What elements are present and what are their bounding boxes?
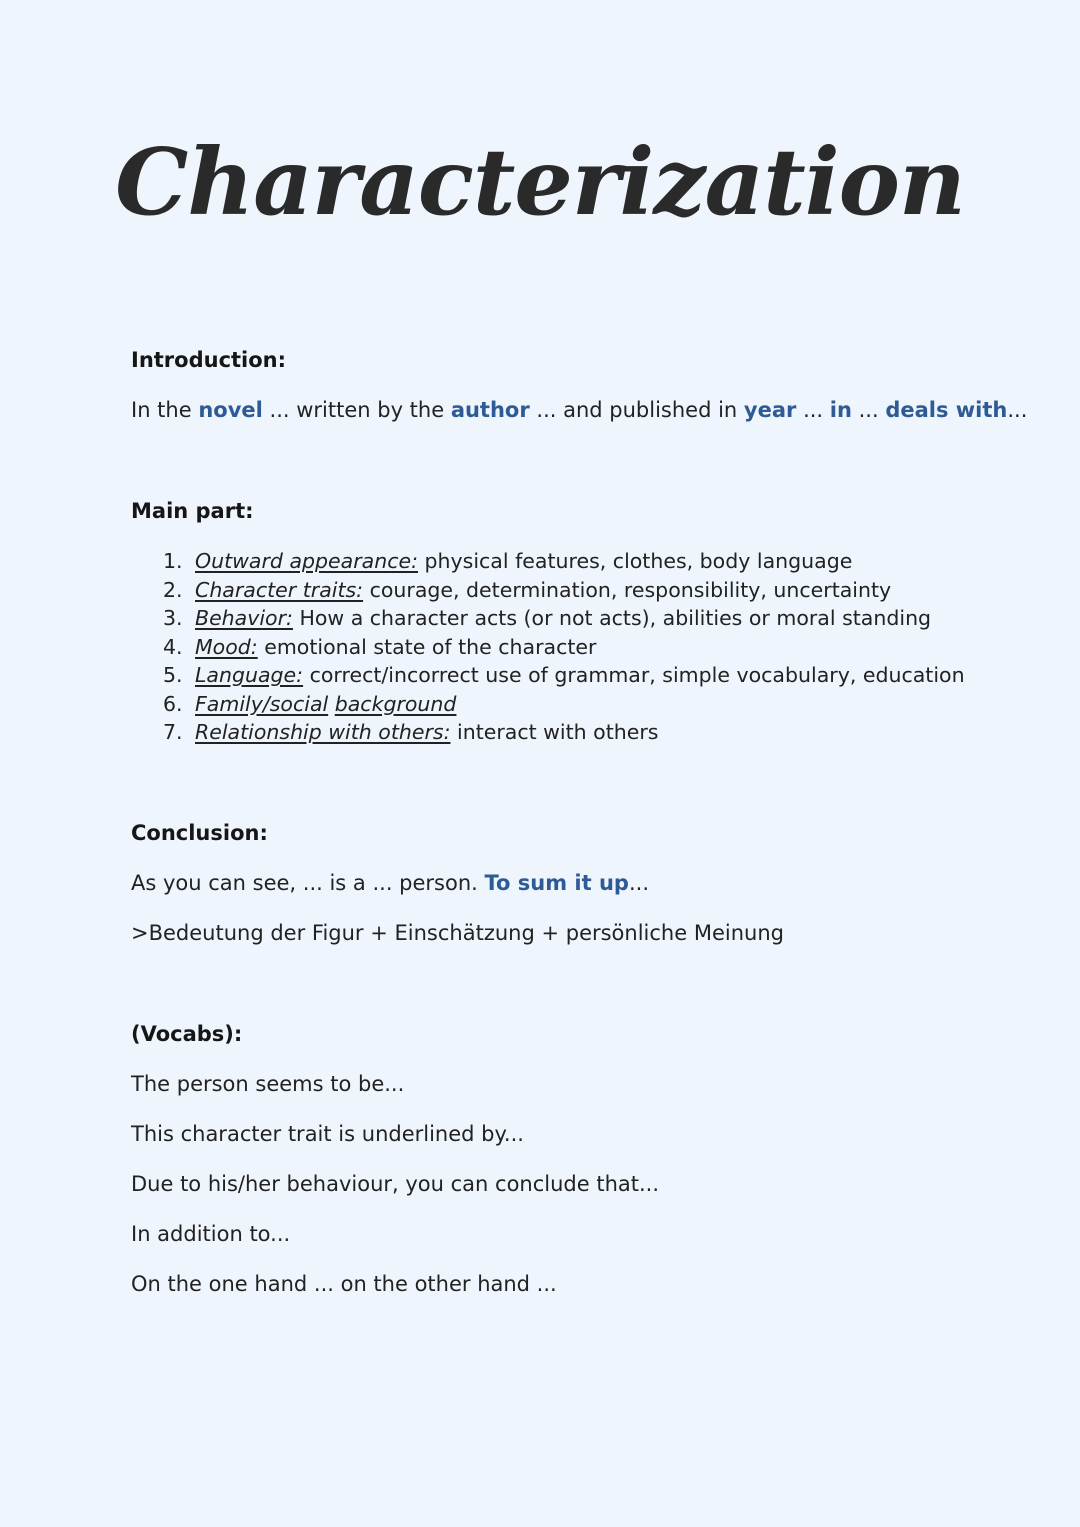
keyword-novel: novel xyxy=(198,398,263,422)
list-item: 1. Outward appearance: physical features, clothes, body language xyxy=(163,549,853,573)
list-item-term: Mood: xyxy=(195,634,258,659)
vocabs-heading: (Vocabs): xyxy=(131,1022,243,1046)
list-item-term: Character traits: xyxy=(195,577,364,602)
vocab-phrase: The person seems to be... xyxy=(131,1072,405,1096)
list-item-term-2: background xyxy=(334,691,457,716)
list-item: 7. Relationship with others: interact with others xyxy=(163,720,659,744)
vocab-phrase: This character trait is underlined by... xyxy=(131,1122,524,1146)
vocabs-section xyxy=(131,1020,991,1298)
vocab-phrase: Due to his/her behaviour, you can conclude that... xyxy=(131,1172,660,1196)
list-item: 4. Mood: emotional state of the character xyxy=(163,634,597,659)
conclusion-section xyxy=(131,819,991,947)
keyword-author: author xyxy=(450,398,530,422)
introduction-text: In the novel ... written by the author ... and published in year ... in ... deals with... xyxy=(131,398,1028,422)
vocab-phrase: On the one hand ... on the other hand ... xyxy=(131,1272,557,1296)
introduction-section xyxy=(131,346,1028,424)
vocab-phrase: In addition to... xyxy=(131,1222,291,1246)
introduction-heading: Introduction: xyxy=(131,348,287,372)
list-item: 5. Language: correct/incorrect use of grammar, simple vocabulary, education xyxy=(163,663,965,687)
list-item-term: Family/social xyxy=(195,691,329,716)
keyword-in: in xyxy=(829,398,852,422)
keyword-year: year xyxy=(743,398,797,422)
list-item: 3. Behavior: How a character acts (or not acts), abilities or moral standing xyxy=(163,606,932,630)
keyword-deals-with: deals with xyxy=(885,398,1008,422)
conclusion-note: >Bedeutung der Figur + Einschätzung + persönliche Meinung xyxy=(131,921,784,945)
page-title: Characterization xyxy=(115,128,965,236)
list-item-term: Behavior: xyxy=(195,606,293,630)
main-part-list xyxy=(131,547,991,747)
main-part-heading: Main part: xyxy=(131,499,254,523)
list-item: 6. Family/social background xyxy=(163,691,457,716)
list-item-term: Outward appearance: xyxy=(195,549,418,573)
list-item-term: Language: xyxy=(195,663,304,687)
main-part-section xyxy=(131,497,991,747)
list-item-term: Relationship with others: xyxy=(195,720,451,744)
conclusion-heading: Conclusion: xyxy=(131,821,268,845)
list-item: 2. Character traits: courage, determination, responsibility, uncertainty xyxy=(163,577,892,602)
keyword-to-sum-it-up: To sum it up xyxy=(484,871,629,895)
conclusion-text: As you can see, ... is a ... person. To sum it up... xyxy=(131,871,649,895)
